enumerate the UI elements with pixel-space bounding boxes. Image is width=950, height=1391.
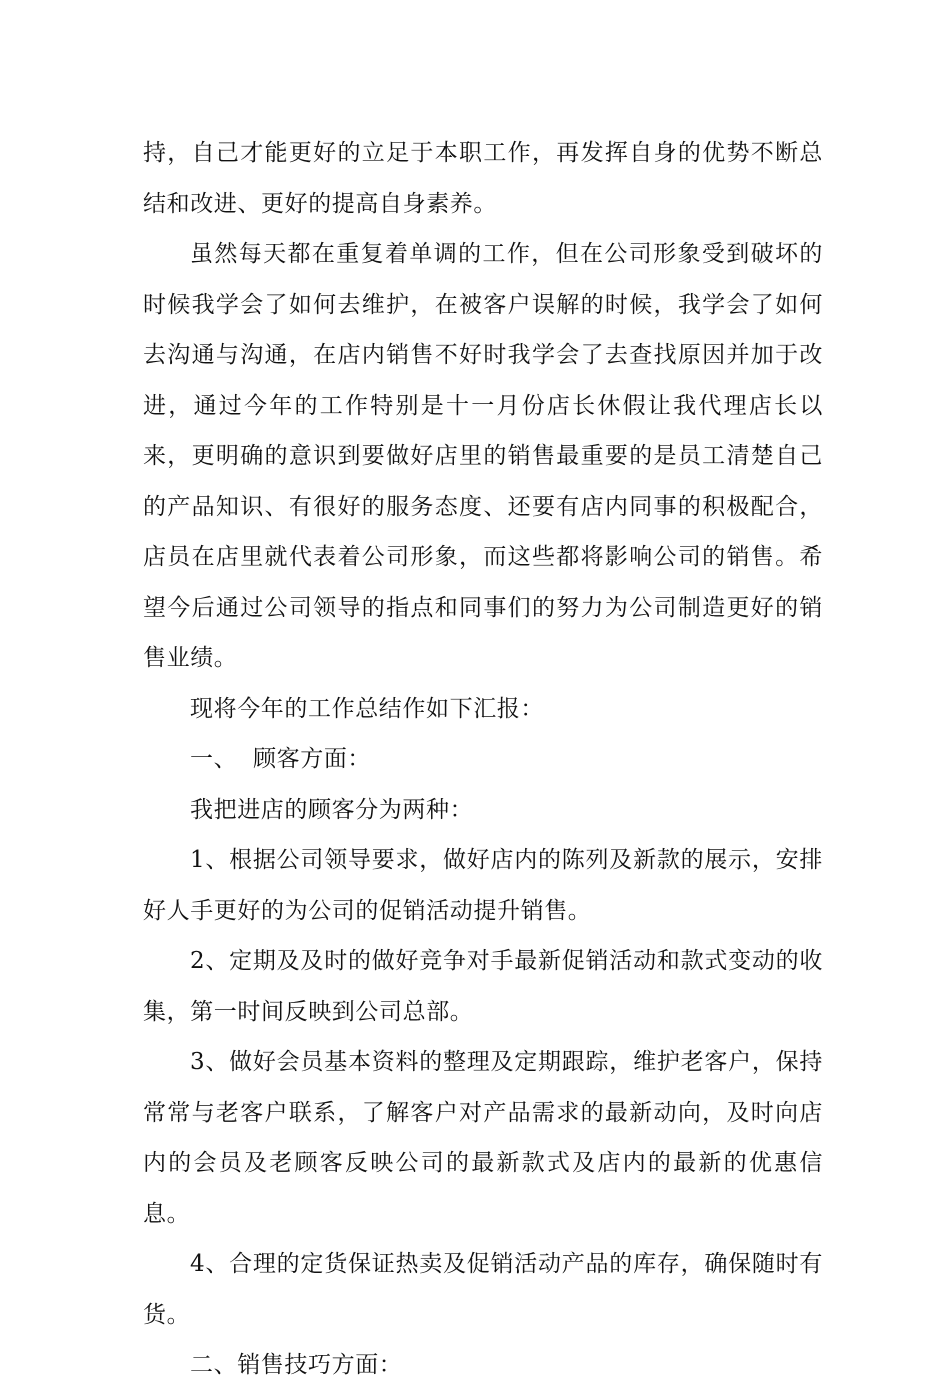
list-item-2: 2、定期及及时的做好竞争对手最新促销活动和款式变动的收集，第一时间反映到公司总部。: [143, 948, 823, 1025]
document-body: [143, 128, 823, 1391]
list-item-3: 3、做好会员基本资料的整理及定期跟踪，维护老客户，保持常常与老客户联系，了解客户对产品需求的最新动向，及时向店内的会员及老顾客反映公司的最新款式及店内的最新的优惠信息。: [143, 1049, 823, 1227]
paragraph-customer-types: 我把进店的顾客分为两种：: [190, 796, 474, 823]
list-item-4: 4、合理的定货保证热卖及促销活动产品的库存，确保随时有货。: [143, 1251, 823, 1328]
section-heading-sales-skills: 二、销售技巧方面：: [190, 1352, 403, 1378]
paragraph-continuation: 持，自己才能更好的立足于本职工作，再发挥自身的优势不断总结和改进、更好的提高自身素养。: [143, 140, 823, 217]
section-heading-customers: 一、 顾客方面：: [190, 746, 372, 772]
paragraph-report-intro: 现将今年的工作总结作如下汇报：: [190, 695, 544, 722]
paragraph-work-reflection: 虽然每天都在重复着单调的工作，但在公司形象受到破坏的时候我学会了如何去维护，在被客户误解的时候，我学会了如何去沟通与沟通，在店内销售不好时我学会了去查找原因并加于改进，通过今年的工作特别是十一月份店长休假让我代理店长以来，更明确的意识到要做好店里的销售最重要的是员工清楚自己的产品知识、有很好的服务态度、还要有店内同事的积极配合，店员在店里就代表着公司形象，而这些都将影响公司的销售。希望今后通过公司领导的指点和同事们的努力为公司制造更好的销售业绩。: [143, 241, 823, 671]
list-item-1: 1、根据公司领导要求，做好店内的陈列及新款的展示，安排好人手更好的为公司的促销活动提升销售。: [143, 847, 823, 924]
